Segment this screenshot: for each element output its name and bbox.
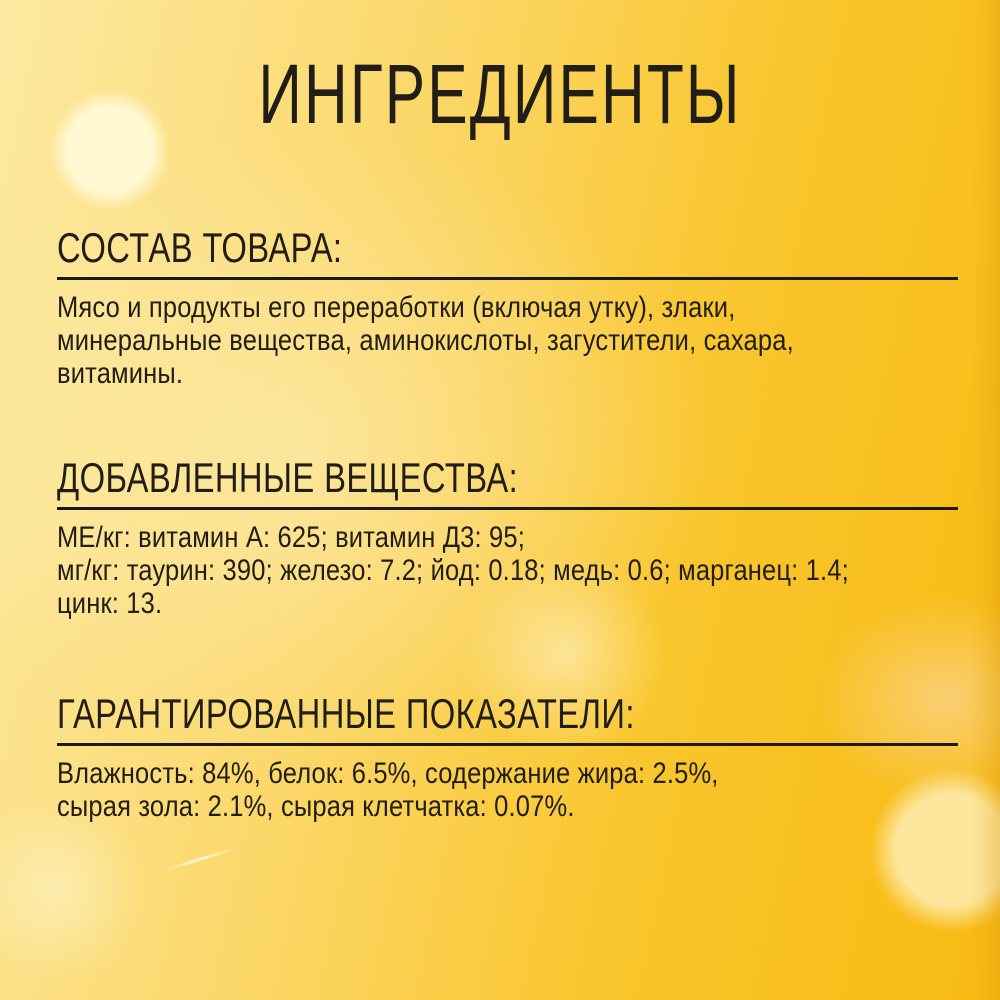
body-line: цинк: 13. [57,587,163,620]
added-substances-heading: ДОБАВЛЕННЫЕ ВЕЩЕСТВА: [57,454,519,501]
section-added-substances [57,454,958,620]
body-line: МЕ/кг: витамин А: 625; витамин Д3: 95; [57,521,526,554]
composition-heading: СОСТАВ ТОВАРА: [57,224,343,271]
divider [57,507,958,510]
divider [57,743,958,746]
composition-text [57,291,958,390]
light-streak-decoration [161,847,236,873]
page-title: ИНГРЕДИЕНТЫ [258,47,742,141]
body-line: Влажность: 84%, белок: 6.5%, содержание жира: 2.5%, [57,757,719,790]
body-line: мг/кг: таурин: 390; железо: 7.2; йод: 0.18; медь: 0.6; марганец: 1.4; [57,554,849,587]
section-composition [57,224,958,390]
body-line: минеральные вещества, аминокислоты, загустители, сахара, [57,324,794,357]
body-line: сырая зола: 2.1%, сырая клетчатка: 0.07%. [57,790,575,823]
added-substances-text [57,521,958,620]
section-guaranteed-analysis [57,690,958,823]
body-line: Мясо и продукты его переработки (включая утку), злаки, [57,291,736,324]
guaranteed-analysis-text [57,757,958,823]
guaranteed-analysis-heading: ГАРАНТИРОВАННЫЕ ПОКАЗАТЕЛИ: [57,690,635,737]
body-line: витамины. [57,357,184,390]
divider [57,277,958,280]
